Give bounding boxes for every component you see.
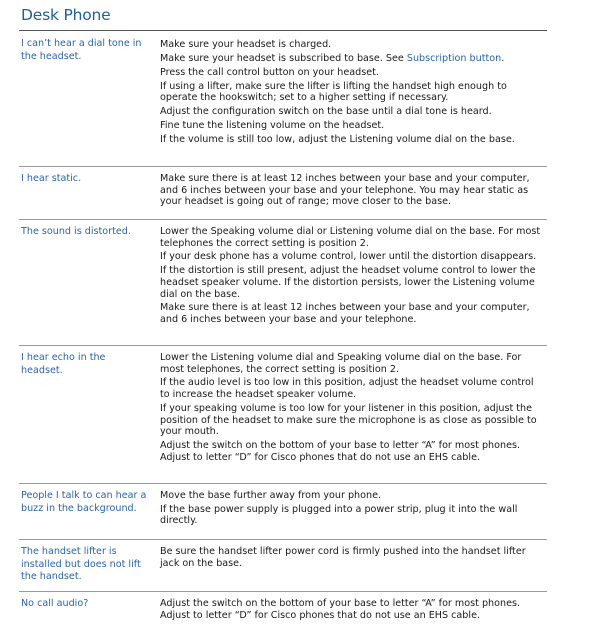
solution-item: If the distortion is still present, adjust the headset volume control to lower the headset speaker volume. If the distortion persists, lower the Listening volume dial on the base. <box>160 265 536 300</box>
solution-item: Adjust the switch on the bottom of your base to letter “A” for most phones. Adjust to letter “D” for Cisco phones that do not use an EHS cable. <box>160 598 521 621</box>
row-divider <box>19 483 547 484</box>
solution-item: Lower the Speaking volume dial or Listening volume dial on the base. For most telephones the correct setting is position 2. <box>160 226 541 249</box>
solution-item: If the base power supply is plugged into a power strip, plug it into the wall directly. <box>160 503 518 527</box>
page-title: Desk Phone <box>21 6 111 24</box>
solution-item <box>160 53 543 65</box>
row-divider <box>19 219 547 220</box>
solution-text: Make sure your headset is subscribed to base. See <box>160 52 407 64</box>
issue-text: I can’t hear a dial tone in the headset. <box>21 38 142 62</box>
row-divider <box>19 539 547 540</box>
issue-text: I hear echo in the headset. <box>21 352 106 376</box>
solution-item: Move the base further away from your phone. <box>160 490 382 501</box>
row-divider <box>19 345 547 346</box>
solution-item: Adjust the switch on the bottom of your base to letter “A” for most phones. Adjust to letter “D” for Cisco phones that do not use an EHS cable. <box>160 440 521 463</box>
solution-item: Make sure there is at least 12 inches between your base and your computer, and 6 inches between your base and your telephone. <box>160 302 530 326</box>
solution-item: Make sure there is at least 12 inches between your base and your computer, and 6 inches between your base and your telephone. You may hear static as your headset is going out of range; move closer to the base. <box>160 173 530 208</box>
solution-item: Lower the Listening volume dial and Speaking volume dial on the base. For most telephones, the correct setting is position 2. <box>160 352 522 375</box>
solution-text-suffix: . <box>501 52 505 64</box>
solution-item: Be sure the handset lifter power cord is firmly pushed into the handset lifter jack on the base. <box>160 546 526 569</box>
solution-list <box>160 598 543 623</box>
solution-list <box>160 490 543 529</box>
solution-item: Adjust the configuration switch on the base until a dial tone is heard. <box>160 106 492 118</box>
solution-list <box>160 546 543 571</box>
solution-item: If the volume is still too low, adjust the Listening volume dial on the base. <box>160 133 515 145</box>
solution-item: If your speaking volume is too low for your listener in this position, adjust the position of the headset to make sure the microphone is as close as possible to your mouth. <box>160 402 537 438</box>
title-divider <box>19 30 547 31</box>
issue-text: The sound is distorted. <box>21 226 131 237</box>
issue-text: I hear static. <box>21 173 82 184</box>
subscription-button-link[interactable]: Subscription button <box>406 52 502 64</box>
solution-item: Make sure your headset is charged. <box>160 39 332 50</box>
row-divider <box>19 166 547 167</box>
row-divider <box>19 591 547 592</box>
solution-item: Fine tune the listening volume on the headset. <box>160 120 385 132</box>
issue-text: No call audio? <box>21 598 89 609</box>
solution-list <box>160 226 543 328</box>
solution-list <box>160 39 543 148</box>
solution-list <box>160 173 543 210</box>
solution-item: Press the call control button on your headset. <box>160 66 379 78</box>
issue-text: People I talk to can hear a buzz in the background. <box>21 490 147 514</box>
solution-item: If the audio level is too low in this position, adjust the headset volume control to increase the headset speaker volume. <box>160 377 534 401</box>
solution-item: If using a lifter, make sure the lifter is lifting the handset high enough to operate the hookswitch; set to a higher setting if necessary. <box>160 80 507 104</box>
issue-text: The handset lifter is installed but does not lift the handset. <box>21 546 141 583</box>
solution-item: If your desk phone has a volume control, lower until the distortion disappears. <box>160 251 537 263</box>
solution-list <box>160 352 543 466</box>
